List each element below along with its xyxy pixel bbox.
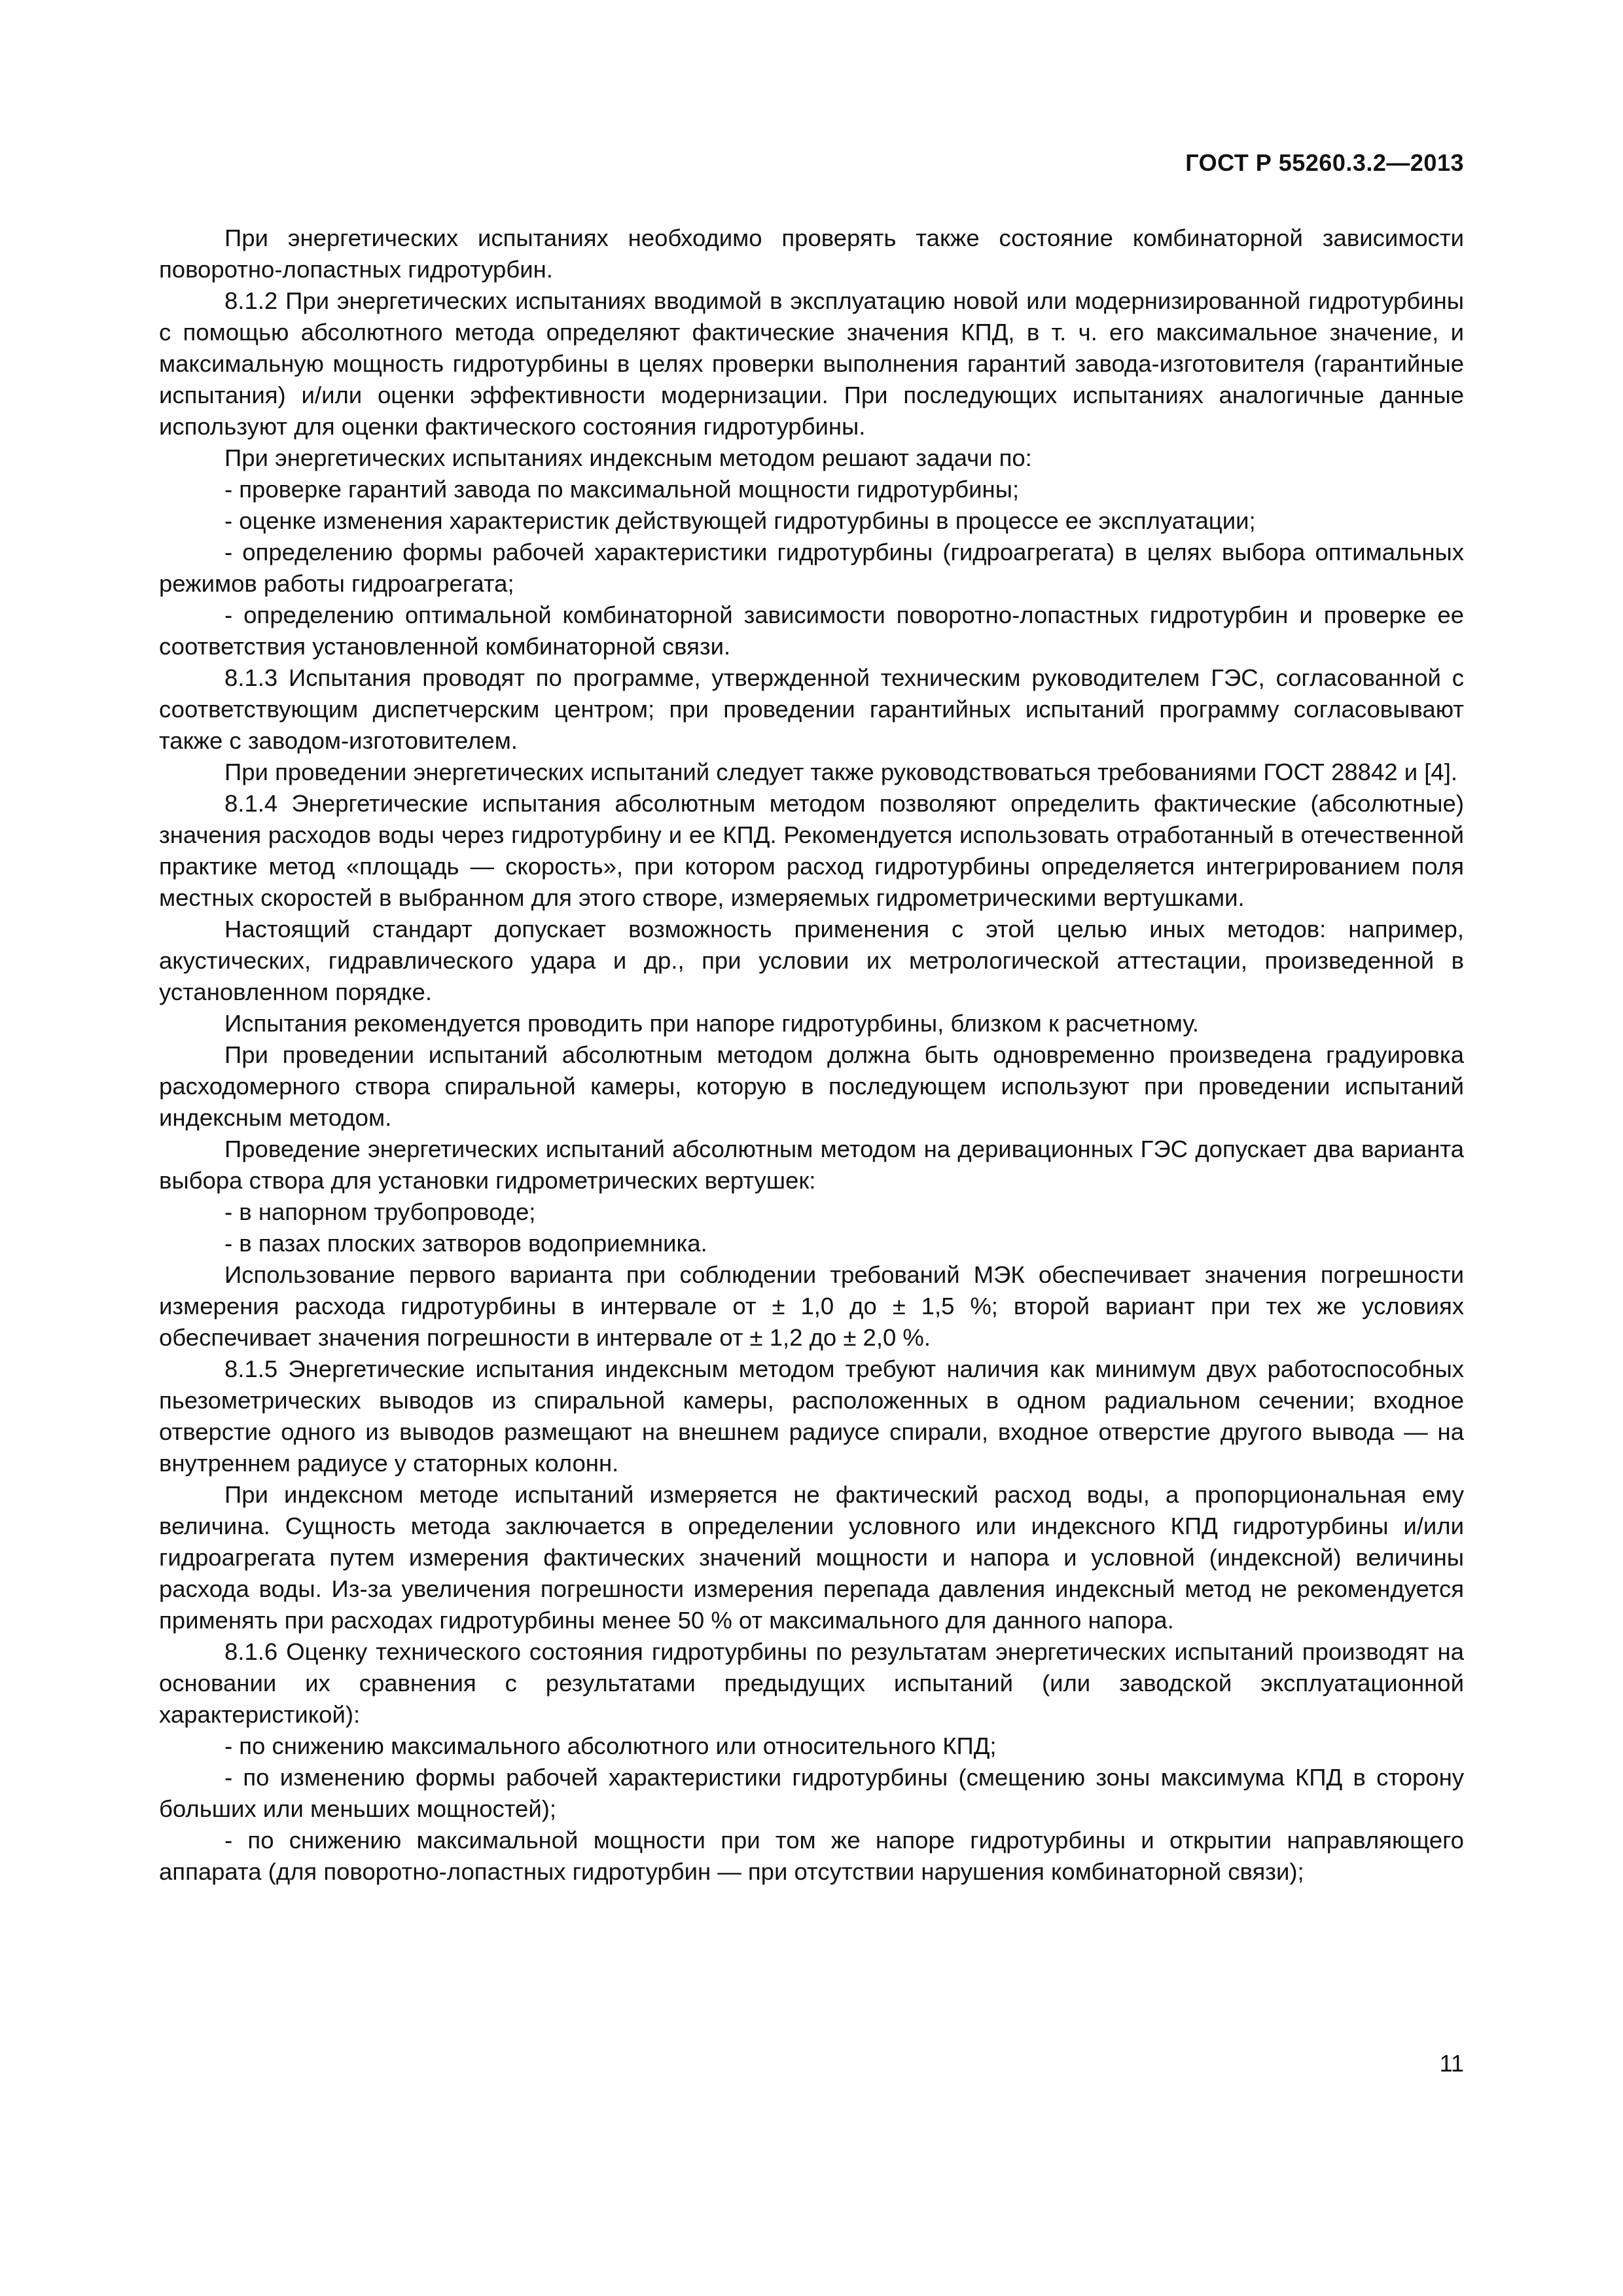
paragraph: 8.1.2 При энергетических испытаниях вводимой в эксплуатацию новой или модернизированной гидротурбины с помощью абсолютного метода определяют фактические значения КПД, в т. ч. его максимальное значение, и максимальную мощность гидротурбины в целях проверки выполнения гарантий завода-изготовителя (гарантийные испытания) и/или оценки эффективности модернизации. При последующих испытаниях аналогичные данные используют для оценки фактического состояния гидротурбины. [159, 287, 1464, 440]
list-item: - по снижению максимального абсолютного или относительного КПД; [224, 1732, 997, 1759]
paragraph: При энергетических испытаниях индексным методом решают задачи по: [224, 444, 1032, 471]
list-item: - по изменению формы рабочей характеристики гидротурбины (смещению зоны максимума КПД в сторону больших или меньших мощностей); [159, 1764, 1464, 1822]
list-item: - оценке изменения характеристик действующей гидротурбины в процессе ее эксплуатации; [224, 507, 1256, 534]
list-item: - в пазах плоских затворов водоприемника. [224, 1230, 707, 1257]
paragraph: При проведении испытаний абсолютным методом должна быть одновременно произведена градуировка расходомерного створа спиральной камеры, которую в последующем используют при проведении испытаний индексным методом. [159, 1041, 1464, 1131]
list-item: - проверке гарантий завода по максимальной мощности гидротурбины; [224, 476, 1020, 503]
list-item: - в напорном трубопроводе; [224, 1198, 536, 1225]
paragraph: Испытания рекомендуется проводить при напоре гидротурбины, близком к расчетному. [224, 1010, 1200, 1037]
paragraph: Настоящий стандарт допускает возможность применения с этой целью иных методов: например, акустических, гидравлического удара и др., при условии их метрологической аттестации, произведенной в установленном порядке. [159, 916, 1464, 1005]
paragraph: 8.1.3 Испытания проводят по программе, утвержденной техническим руководителем ГЭС, согласованной с соответствующим диспетчерским центром; при проведении гарантийных испытаний программу согласовывают также с заводом-изготовителем. [159, 664, 1464, 754]
paragraph: Использование первого варианта при соблюдении требований МЭК обеспечивает значения погрешности измерения расхода гидротурбины в интервале от ± 1,0 до ± 1,5 %; второй вариант при тех же условиях обеспечивает значения погрешности в интервале от ± 1,2 до ± 2,0 %. [159, 1261, 1464, 1351]
paragraph: При проведении энергетических испытаний следует также руководствоваться требованиями ГОСТ 28842 и [4]. [224, 759, 1457, 785]
paragraph: При энергетических испытаниях необходимо проверять также состояние комбинаторной зависимости поворотно-лопастных гидротурбин. [159, 224, 1464, 283]
document-body [159, 223, 1464, 1888]
document-header-id: ГОСТ Р 55260.3.2—2013 [1185, 149, 1464, 176]
paragraph: 8.1.6 Оценку технического состояния гидротурбины по результатам энергетических испытаний производят на основании их сравнения с результатами предыдущих испытаний (или заводской эксплуатационной характеристикой): [159, 1638, 1464, 1728]
paragraph: При индексном методе испытаний измеряется не фактический расход воды, а пропорциональная ему величина. Сущность метода заключается в определении условного или индексного КПД гидротурбины и/или гидроагрегата путем измерения фактических значений мощности и напора и условной (индексной) величины расхода воды. Из-за увеличения погрешности измерения перепада давления индексный метод не рекомендуется применять при расходах гидротурбины менее 50 % от максимального для данного напора. [159, 1481, 1464, 1634]
list-item: - определению оптимальной комбинаторной зависимости поворотно-лопастных гидротурбин и проверке ее соответствия установленной комбинаторной связи. [159, 601, 1464, 660]
list-item: - по снижению максимальной мощности при том же напоре гидротурбины и открытии направляющего аппарата (для поворотно-лопастных гидротурбин — при отсутствии нарушения комбинаторной связи); [159, 1827, 1464, 1885]
paragraph: Проведение энергетических испытаний абсолютным методом на деривационных ГЭС допускает два варианта выбора створа для установки гидрометрических вертушек: [159, 1136, 1464, 1194]
paragraph: 8.1.5 Энергетические испытания индексным методом требуют наличия как минимум двух работоспособных пьезометрических выводов из спиральной камеры, расположенных в одном радиальном сечении; входное отверстие одного из выводов размещают на внешнем радиусе спирали, входное отверстие другого вывода — на внутреннем радиусе у статорных колонн. [159, 1355, 1464, 1477]
page-number: 11 [1439, 2050, 1464, 2077]
paragraph: 8.1.4 Энергетические испытания абсолютным методом позволяют определить фактические (абсолютные) значения расходов воды через гидротурбину и ее КПД. Рекомендуется использовать отработанный в отечественной практике метод «площадь — скорость», при котором расход гидротурбины определяется интегрированием поля местных скоростей в выбранном для этого створе, измеряемых гидрометрическими вертушками. [159, 790, 1464, 911]
list-item: - определению формы рабочей характеристики гидротурбины (гидроагрегата) в целях выбора оптимальных режимов работы гидроагрегата; [159, 539, 1464, 597]
